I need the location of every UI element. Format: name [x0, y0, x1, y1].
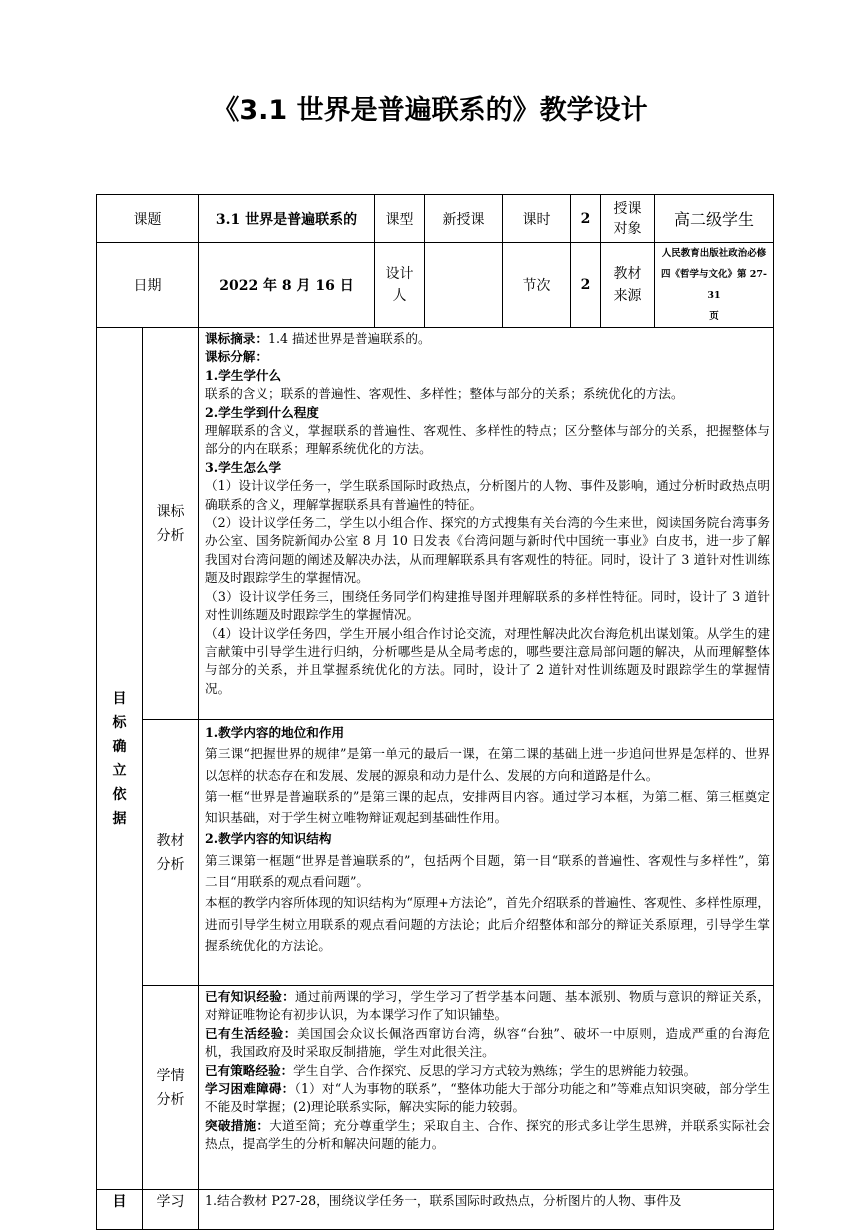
- paragraph-text: 1.4 描述世界是普遍联系的。: [267, 331, 431, 346]
- target-label: 授课 对象: [601, 195, 655, 243]
- paragraph: [205, 385, 770, 403]
- paragraph-heading: 1.学生学什么: [205, 367, 282, 383]
- header-row-2: [97, 243, 774, 328]
- paragraph: [205, 477, 770, 514]
- paragraph-text: 联系的含义；联系的普遍性、客观性、多样性；整体与部分的关系；系统优化的方法。: [205, 386, 684, 402]
- paragraph: [205, 422, 770, 459]
- paragraph: [205, 330, 770, 348]
- textbook-label: 教材 分析: [143, 720, 199, 986]
- paragraph-text: 美国国会众议长佩洛西窜访台湾，纵容“台独”、破坏一中原则，造成严重的台海危机，我国政府及时采取反制措施，学生对此很关注。: [205, 1025, 770, 1060]
- goal-vertical-label: 目: [97, 1190, 143, 1230]
- page-title: 《3.1 世界是普遍联系的》教学设计: [212, 95, 648, 126]
- topic-label: 课题: [97, 195, 199, 243]
- goal-basis-vertical-label: 目 标 确 立 依 据: [97, 328, 143, 1190]
- paragraph-text: 通过前两课的学习，学生学习了哲学基本问题、基本派别、物质与意识的辩证关系，对辩证唯物论有初步认识，为本课学习作了知识铺垫。: [205, 989, 771, 1023]
- source-label: 教材 来源: [601, 243, 655, 328]
- paragraph-heading: 已有知识经验：: [205, 989, 295, 1004]
- date-label: 日期: [97, 243, 199, 328]
- paragraph-text: （3）设计议学任务三，围绕任务同学们构建推导图并理解联系的多样性特征。同时，设计了 3 道针对性训练题及时跟踪学生的掌握情况。: [205, 588, 770, 623]
- paragraph-text: 第三课第一框题“世界是普遍联系的”，包括两个目题，第一目“联系的普遍性、客观性与多样性”，第二目“用联系的观点看问题”。: [205, 852, 770, 890]
- paragraph-heading: 已有生活经验：: [205, 1025, 297, 1041]
- type-label: 课型: [375, 195, 425, 243]
- textbook-content: [199, 720, 774, 986]
- paragraph: [205, 459, 770, 477]
- paragraph-text: （2）设计议学任务二，学生以小组合作、探究的方式搜集有关台湾的今生来世，阅读国务院台湾事务办公室、国务院新闻办公室 8 月 10 日发表《台湾问题与新时代中国统一事业》白皮书，进一步了解我国对台湾问题的阐述及解决办法，从而理解联系具有客观性的特征。同时，设计了 3 道针对性训练题及时跟踪学生的掌握情况。: [205, 515, 770, 586]
- topic-value: 3.1 世界是普遍联系的: [199, 195, 375, 243]
- header-row-1: [97, 195, 774, 243]
- designer-label: 设计 人: [375, 243, 425, 328]
- paragraph: [205, 892, 770, 956]
- source-value: 人民教育出版社政治必修 四《哲学与文化》第 27-31 页: [655, 243, 774, 328]
- paragraph-text: 学生自学、合作探究、反思的学习方式较为熟练；学生的思辨能力较强。: [293, 1062, 697, 1078]
- paragraph-heading: 课标摘录：: [205, 331, 268, 346]
- paragraph-heading: 1.教学内容的地位和作用: [205, 725, 345, 740]
- lesson-plan-table: [96, 194, 774, 1230]
- paragraph: [205, 1062, 770, 1080]
- paragraph-heading: 2.教学内容的知识结构: [205, 831, 332, 847]
- students-row: [97, 986, 774, 1190]
- students-label: 学情 分析: [143, 986, 199, 1190]
- students-content: [199, 986, 774, 1190]
- curriculum-row: [97, 328, 774, 720]
- hours-label: 课时: [503, 195, 571, 243]
- goal-content: 1.结合教材 P27-28，围绕议学任务一，联系国际时政热点，分析图片的人物、事件及: [199, 1190, 774, 1230]
- paragraph-heading: 3.学生怎么学: [205, 459, 282, 475]
- paragraph: [205, 743, 770, 786]
- paragraph-text: 大道至简；充分尊重学生；采取自主、合作、探究的形式多让学生思辨，并联系实际社会热点，提高学生的分析和解决问题的能力。: [205, 1117, 771, 1152]
- paragraph: [205, 588, 770, 625]
- paragraph: [205, 828, 770, 849]
- textbook-row: [97, 720, 774, 986]
- designer-value: [425, 243, 503, 328]
- goal-sub-label: 学习: [143, 1190, 199, 1230]
- target-value: 高二级学生: [655, 195, 774, 243]
- paragraph: [205, 514, 770, 588]
- goal-row: [97, 1190, 774, 1230]
- hours-value: 2: [571, 195, 601, 243]
- paragraph-text: 第一框“世界是普遍联系的”是第三课的起点，安排两目内容。通过学习本框，为第二框、第三框奠定知识基础，对于学生树立唯物辩证观起到基础性作用。: [205, 788, 770, 826]
- paragraph: [205, 722, 770, 743]
- paragraph-text: （1）设计议学任务一，学生联系国际时政热点，分析图片的人物、事件及影响，通过分析时政热点明确联系的含义，理解掌握联系具有普遍性的特征。: [205, 478, 770, 512]
- paragraph: [205, 1117, 770, 1154]
- session-value: 2: [571, 243, 601, 328]
- curriculum-label: 课标 分析: [143, 328, 199, 720]
- paragraph: [205, 404, 770, 422]
- curriculum-content: [199, 328, 774, 720]
- paragraph: [205, 850, 770, 893]
- paragraph-heading: 课标分解：: [205, 349, 268, 365]
- paragraph-text: 理解联系的含义，掌握联系的普遍性、客观性、多样性的特点；区分整体与部分的关系，把握整体与部分的内在联系；理解系统优化的方法。: [205, 423, 770, 457]
- type-value: 新授课: [425, 195, 503, 243]
- paragraph-heading: 学习困难障碍：: [205, 1081, 295, 1097]
- paragraph-heading: 突破措施：: [205, 1117, 270, 1133]
- paragraph: [205, 1025, 770, 1062]
- paragraph: [205, 786, 770, 829]
- paragraph-text: （4）设计议学任务四，学生开展小组合作讨论交流，对理性解决此次台海危机出谋划策。从学生的建言献策中引导学生进行归纳，分析哪些是从全局考虑的，哪些要注意局部问题的解决，从而理解整体与部分的关系，并且掌握系统优化的方法。同时，设计了 2 道针对性训练题及时跟踪学生的掌握情况。: [205, 625, 770, 696]
- session-label: 节次: [503, 243, 571, 328]
- paragraph: [205, 348, 770, 366]
- paragraph-heading: 已有策略经验：: [205, 1062, 294, 1078]
- paragraph: [205, 988, 770, 1025]
- paragraph: [205, 625, 770, 699]
- paragraph-heading: 2.学生学到什么程度: [205, 404, 319, 420]
- paragraph: [205, 1080, 770, 1117]
- paragraph-text: 本框的教学内容所体现的知识结构为“原理+方法论”，首先介绍联系的普遍性、客观性、多样性原理，进而引导学生树立用联系的观点看问题的方法论；此后介绍整体和部分的辩证关系原理，引导学生掌握系统优化的方法论。: [205, 895, 770, 953]
- paragraph-text: （1）对“人为事物的联系”，“整体功能大于部分功能之和”等难点知识突破，部分学生不能及时掌握；(2)理论联系实际，解决实际的能力较弱。: [205, 1081, 771, 1115]
- paragraph: [205, 367, 770, 385]
- paragraph-text: 第三课“把握世界的规律”是第一单元的最后一课，在第二课的基础上进一步追问世界是怎样的、世界以怎样的状态存在和发展、发展的源泉和动力是什么、发展的方向和道路是什么。: [205, 746, 770, 783]
- date-value: 2022 年 8 月 16 日: [199, 243, 375, 328]
